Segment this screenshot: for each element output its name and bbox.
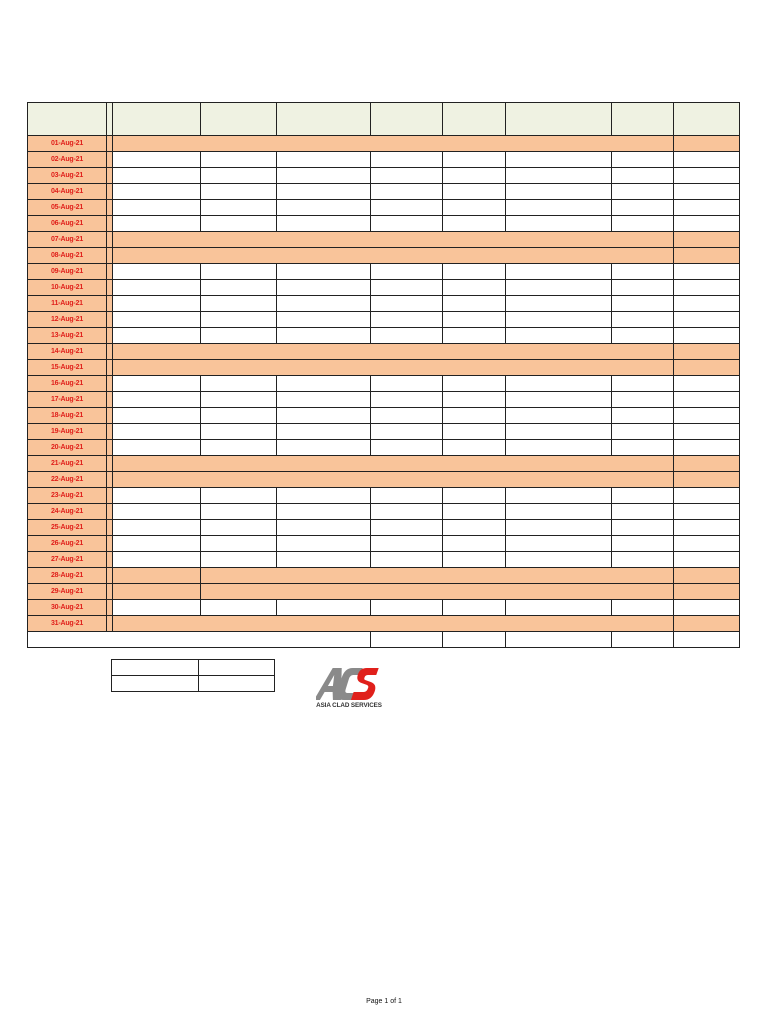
entry-cell <box>505 439 612 456</box>
entry-cell <box>200 167 277 184</box>
entry-cell <box>673 455 740 472</box>
entry-cell <box>673 263 740 280</box>
date-cell: 17-Aug-21 <box>27 391 107 408</box>
entry-cell <box>200 151 277 168</box>
entry-cell <box>200 599 277 616</box>
entry-cell <box>112 407 201 424</box>
entry-cell <box>611 439 674 456</box>
entry-cell <box>370 279 443 296</box>
entry-cell <box>505 183 612 200</box>
entry-cell <box>200 439 277 456</box>
entry-cell <box>200 519 277 536</box>
date-cell: 31-Aug-21 <box>27 615 107 632</box>
entry-cell <box>276 183 371 200</box>
entry-cell <box>505 279 612 296</box>
entry-cell <box>673 519 740 536</box>
entry-cell <box>505 487 612 504</box>
entry-cell <box>673 599 740 616</box>
date-cell: 10-Aug-21 <box>27 279 107 296</box>
header-cell <box>442 102 506 136</box>
entry-cell <box>276 391 371 408</box>
entry-cell <box>112 183 201 200</box>
entry-cell <box>442 407 506 424</box>
date-cell: 01-Aug-21 <box>27 135 107 152</box>
entry-cell <box>200 487 277 504</box>
entry-cell <box>442 519 506 536</box>
header-cell <box>112 102 201 136</box>
entry-cell <box>112 599 201 616</box>
header-cell <box>276 102 371 136</box>
entry-cell <box>673 327 740 344</box>
entry-cell <box>505 199 612 216</box>
date-cell: 22-Aug-21 <box>27 471 107 488</box>
weekend-band <box>112 471 674 488</box>
entry-cell <box>505 407 612 424</box>
entry-cell <box>442 551 506 568</box>
entry-cell <box>611 535 674 552</box>
entry-cell <box>505 375 612 392</box>
entry-cell <box>370 407 443 424</box>
entry-cell <box>673 135 740 152</box>
entry-cell <box>611 183 674 200</box>
entry-cell <box>370 167 443 184</box>
logo-caption: ASIA CLAD SERVICES <box>316 702 382 709</box>
date-cell: 19-Aug-21 <box>27 423 107 440</box>
entry-cell <box>673 375 740 392</box>
entry-cell <box>442 183 506 200</box>
entry-cell <box>112 535 201 552</box>
header-cell <box>611 102 674 136</box>
entry-cell <box>611 423 674 440</box>
entry-cell <box>611 167 674 184</box>
entry-cell <box>442 535 506 552</box>
entry-cell <box>276 375 371 392</box>
entry-cell <box>442 311 506 328</box>
entry-cell <box>673 535 740 552</box>
summary-cell <box>198 675 275 692</box>
entry-cell <box>112 439 201 456</box>
entry-cell <box>505 311 612 328</box>
entry-cell <box>112 551 201 568</box>
entry-cell <box>505 167 612 184</box>
entry-cell <box>442 487 506 504</box>
entry-cell <box>505 391 612 408</box>
entry-cell <box>673 151 740 168</box>
entry-cell <box>505 503 612 520</box>
entry-cell <box>276 423 371 440</box>
entry-cell <box>611 327 674 344</box>
entry-cell <box>370 423 443 440</box>
entry-cell <box>112 199 201 216</box>
date-cell: 08-Aug-21 <box>27 247 107 264</box>
entry-cell <box>673 279 740 296</box>
entry-cell <box>200 215 277 232</box>
entry-cell <box>611 295 674 312</box>
summary-cell <box>111 675 199 692</box>
entry-cell <box>200 279 277 296</box>
entry-cell <box>112 583 201 600</box>
weekend-band <box>112 615 674 632</box>
weekend-band <box>112 359 674 376</box>
entry-cell <box>370 199 443 216</box>
entry-cell <box>370 183 443 200</box>
entry-cell <box>276 519 371 536</box>
entry-cell <box>112 295 201 312</box>
entry-cell <box>442 503 506 520</box>
date-cell: 26-Aug-21 <box>27 535 107 552</box>
entry-cell <box>673 167 740 184</box>
entry-cell <box>442 439 506 456</box>
entry-cell <box>673 407 740 424</box>
weekend-band <box>200 583 674 600</box>
summary-table <box>111 659 275 692</box>
entry-cell <box>276 551 371 568</box>
totals-label-cell <box>27 631 371 648</box>
entry-cell <box>370 391 443 408</box>
page-footer: Page 1 of 1 <box>366 998 402 1005</box>
date-cell: 16-Aug-21 <box>27 375 107 392</box>
entry-cell <box>673 471 740 488</box>
summary-cell <box>198 659 275 676</box>
entry-cell <box>200 375 277 392</box>
entry-cell <box>673 503 740 520</box>
entry-cell <box>611 391 674 408</box>
total-cell <box>611 631 674 648</box>
entry-cell <box>611 199 674 216</box>
entry-cell <box>370 311 443 328</box>
entry-cell <box>442 215 506 232</box>
date-cell: 27-Aug-21 <box>27 551 107 568</box>
entry-cell <box>276 215 371 232</box>
entry-cell <box>276 327 371 344</box>
entry-cell <box>611 279 674 296</box>
entry-cell <box>673 391 740 408</box>
entry-cell <box>276 487 371 504</box>
entry-cell <box>442 295 506 312</box>
entry-cell <box>370 519 443 536</box>
entry-cell <box>673 567 740 584</box>
date-cell: 29-Aug-21 <box>27 583 107 600</box>
entry-cell <box>112 503 201 520</box>
timesheet-table <box>27 102 739 644</box>
entry-cell <box>505 519 612 536</box>
date-cell: 04-Aug-21 <box>27 183 107 200</box>
date-cell: 20-Aug-21 <box>27 439 107 456</box>
date-cell: 13-Aug-21 <box>27 327 107 344</box>
date-cell: 18-Aug-21 <box>27 407 107 424</box>
entry-cell <box>673 183 740 200</box>
entry-cell <box>673 439 740 456</box>
date-cell: 14-Aug-21 <box>27 343 107 360</box>
entry-cell <box>370 375 443 392</box>
header-cell <box>200 102 277 136</box>
entry-cell <box>112 263 201 280</box>
entry-cell <box>505 423 612 440</box>
entry-cell <box>370 439 443 456</box>
entry-cell <box>505 263 612 280</box>
date-cell: 24-Aug-21 <box>27 503 107 520</box>
entry-cell <box>611 311 674 328</box>
entry-cell <box>370 295 443 312</box>
entry-cell <box>112 519 201 536</box>
entry-cell <box>611 151 674 168</box>
entry-cell <box>673 551 740 568</box>
entry-cell <box>200 503 277 520</box>
weekend-band <box>112 455 674 472</box>
entry-cell <box>112 423 201 440</box>
entry-cell <box>276 279 371 296</box>
entry-cell <box>611 215 674 232</box>
entry-cell <box>370 215 443 232</box>
entry-cell <box>505 599 612 616</box>
entry-cell <box>442 279 506 296</box>
entry-cell <box>200 311 277 328</box>
entry-cell <box>276 439 371 456</box>
entry-cell <box>112 151 201 168</box>
entry-cell <box>370 327 443 344</box>
entry-cell <box>442 151 506 168</box>
entry-cell <box>673 583 740 600</box>
header-cell <box>673 102 740 136</box>
entry-cell <box>442 327 506 344</box>
summary-cell <box>111 659 199 676</box>
weekend-band <box>112 343 674 360</box>
entry-cell <box>673 359 740 376</box>
entry-cell <box>200 391 277 408</box>
date-cell: 05-Aug-21 <box>27 199 107 216</box>
entry-cell <box>112 487 201 504</box>
entry-cell <box>611 519 674 536</box>
entry-cell <box>276 167 371 184</box>
entry-cell <box>505 535 612 552</box>
entry-cell <box>200 327 277 344</box>
entry-cell <box>442 199 506 216</box>
entry-cell <box>611 407 674 424</box>
date-cell: 28-Aug-21 <box>27 567 107 584</box>
entry-cell <box>200 295 277 312</box>
entry-cell <box>673 487 740 504</box>
date-cell: 11-Aug-21 <box>27 295 107 312</box>
entry-cell <box>370 503 443 520</box>
entry-cell <box>276 311 371 328</box>
entry-cell <box>611 487 674 504</box>
entry-cell <box>370 151 443 168</box>
entry-cell <box>505 327 612 344</box>
date-cell: 07-Aug-21 <box>27 231 107 248</box>
total-cell <box>505 631 612 648</box>
entry-cell <box>112 167 201 184</box>
header-cell <box>370 102 443 136</box>
entry-cell <box>276 295 371 312</box>
date-cell: 15-Aug-21 <box>27 359 107 376</box>
date-cell: 23-Aug-21 <box>27 487 107 504</box>
entry-cell <box>370 551 443 568</box>
entry-cell <box>611 503 674 520</box>
entry-cell <box>112 311 201 328</box>
header-cell <box>505 102 612 136</box>
date-cell: 21-Aug-21 <box>27 455 107 472</box>
entry-cell <box>200 423 277 440</box>
entry-cell <box>112 279 201 296</box>
date-cell: 06-Aug-21 <box>27 215 107 232</box>
entry-cell <box>276 407 371 424</box>
entry-cell <box>673 295 740 312</box>
entry-cell <box>505 215 612 232</box>
entry-cell <box>112 375 201 392</box>
date-cell: 25-Aug-21 <box>27 519 107 536</box>
header-cell <box>27 102 107 136</box>
date-cell: 09-Aug-21 <box>27 263 107 280</box>
entry-cell <box>673 343 740 360</box>
entry-cell <box>611 263 674 280</box>
entry-cell <box>200 183 277 200</box>
entry-cell <box>112 215 201 232</box>
entry-cell <box>370 487 443 504</box>
weekend-band <box>112 135 674 152</box>
weekend-band <box>112 231 674 248</box>
entry-cell <box>673 311 740 328</box>
weekend-band <box>200 567 674 584</box>
entry-cell <box>673 423 740 440</box>
weekend-band <box>112 247 674 264</box>
entry-cell <box>370 599 443 616</box>
entry-cell <box>276 199 371 216</box>
entry-cell <box>505 151 612 168</box>
entry-cell <box>200 263 277 280</box>
total-cell <box>370 631 443 648</box>
date-cell: 02-Aug-21 <box>27 151 107 168</box>
entry-cell <box>276 151 371 168</box>
entry-cell <box>276 599 371 616</box>
date-cell: 30-Aug-21 <box>27 599 107 616</box>
entry-cell <box>673 231 740 248</box>
date-cell: 12-Aug-21 <box>27 311 107 328</box>
entry-cell <box>611 375 674 392</box>
entry-cell <box>505 551 612 568</box>
entry-cell <box>442 263 506 280</box>
entry-cell <box>370 263 443 280</box>
entry-cell <box>112 327 201 344</box>
entry-cell <box>200 199 277 216</box>
total-cell <box>442 631 506 648</box>
date-cell: 03-Aug-21 <box>27 167 107 184</box>
entry-cell <box>673 247 740 264</box>
entry-cell <box>442 167 506 184</box>
entry-cell <box>112 567 201 584</box>
entry-cell <box>442 391 506 408</box>
entry-cell <box>276 535 371 552</box>
entry-cell <box>276 263 371 280</box>
entry-cell <box>200 407 277 424</box>
entry-cell <box>673 615 740 632</box>
total-cell <box>673 631 740 648</box>
entry-cell <box>370 535 443 552</box>
entry-cell <box>611 551 674 568</box>
entry-cell <box>442 599 506 616</box>
entry-cell <box>505 295 612 312</box>
entry-cell <box>200 535 277 552</box>
entry-cell <box>673 199 740 216</box>
entry-cell <box>673 215 740 232</box>
entry-cell <box>611 599 674 616</box>
entry-cell <box>442 423 506 440</box>
entry-cell <box>112 391 201 408</box>
entry-cell <box>200 551 277 568</box>
entry-cell <box>276 503 371 520</box>
entry-cell <box>442 375 506 392</box>
